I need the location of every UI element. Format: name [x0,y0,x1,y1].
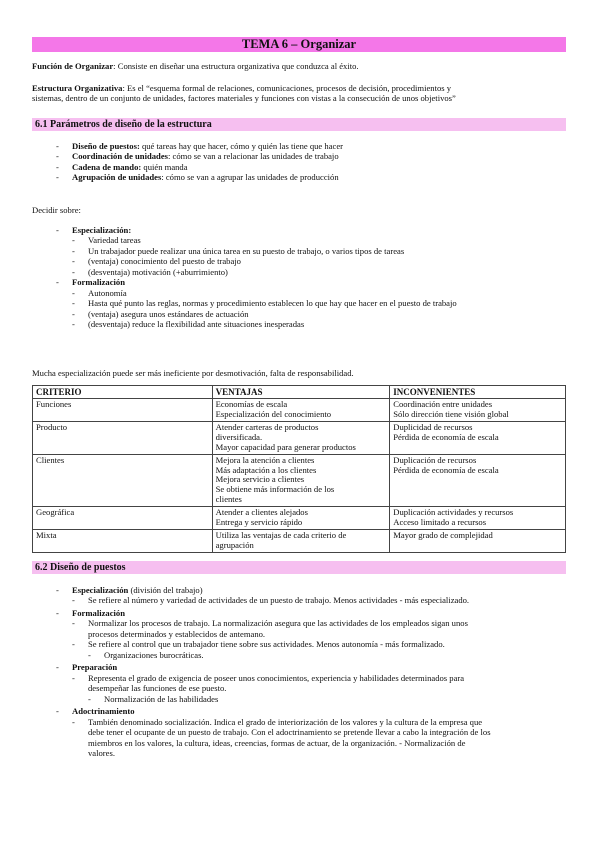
criterio-cell: Funciones [33,399,213,422]
list-item: - Organizaciones burocráticas. [88,650,566,660]
cell-line: Sólo dirección tiene visión global [393,409,509,420]
inconvenientes-cell [390,454,566,506]
formalizacion-label: Formalización [72,607,125,618]
cell-line: Atender a clientes alejados [215,507,308,518]
list-item [56,706,566,716]
table-row [33,454,566,506]
item-label: Diseño de puestos: [72,141,140,151]
item-line: También denominado socialización. Indica el grado de interiorización de los valores y la cultura de la empresa que [88,716,483,727]
cell-line: Se obtiene más información de los [215,484,335,495]
item-line: Representa el grado de exigencia de poseer unos conocimientos, experiencia y habilidades determinados para [88,672,465,683]
item-text: quién manda [141,161,188,172]
funcion-label: Función de Organizar [32,61,114,71]
decidir-list [56,225,566,330]
cell-line: Coordinación entre unidades [393,399,493,410]
list-item [56,662,566,672]
decidir-label: Decidir sobre: [32,205,81,215]
list-item: - Variedad tareas [72,235,566,245]
list-item: - Autonomía [72,288,566,298]
list-item [56,172,566,182]
table-row [33,507,566,530]
especializacion-label: Especialización [72,585,129,595]
diseno-puestos-list [56,585,566,759]
page-title: TEMA 6 – Organizar [32,37,566,52]
funcion-text: : Consiste en diseñar una estructura organizativa que conduzca al éxito. [113,61,359,71]
list-item [72,618,566,639]
inconvenientes-cell [390,399,566,422]
item-label: Coordinación de unidades [72,151,168,162]
cell-line: Pérdida de economía de escala [393,464,499,475]
cell-line: Duplicidad de recursos [393,422,473,433]
item-line: miembros en los valores, la cultura, ideas, creencias, formas de actuar, de la organización. - Normalización de [88,737,466,748]
criterio-table [32,385,566,553]
inconvenientes-cell [390,529,566,552]
table-row [33,529,566,552]
list-item: - (desventaja) reduce la flexibilidad ante situaciones inesperadas [72,319,566,329]
section-6-2-heading: 6.2 Diseño de puestos [32,561,566,574]
item-line: Normalizar los procesos de trabajo. La normalización asegura que las actividades de los empleados sigan unos [88,618,468,629]
cell-line: Economías de escala [215,399,288,410]
section-6-1-heading: 6.1 Parámetros de diseño de la estructura [32,118,566,131]
list-item: - Se refiere al control que un trabajador tiene sobre sus actividades. Menos autonomía - más formalizado. [72,639,566,649]
table-row [33,422,566,455]
ventajas-cell [212,422,390,455]
cell-line: agrupación [215,539,254,550]
item-label: Cadena de mando: [72,161,142,172]
ventajas-cell [212,454,390,506]
cell-line: Mejora servicio a clientes [215,474,305,485]
cell-line: Especialización del conocimiento [215,409,332,420]
estructura-text-2: sistemas, dentro de un conjunto de unidades, factores materiales y funciones con vistas a la consecución de unos objetivos” [32,93,456,104]
item-line: valores. [88,748,115,759]
inconvenientes-cell [390,422,566,455]
list-item [56,151,566,161]
cell-line: Mejora la atención a clientes [215,454,315,465]
list-item: - Un trabajador puede realizar una única tarea en su puesto de trabajo, o varios tipos de tareas [72,246,566,256]
list-item: - Hasta qué punto las reglas, normas y procedimiento establecen lo que hay que hacer en el puesto de trabajo [72,298,566,308]
item-line: desempeñar las funciones de ese puesto. [88,683,227,694]
formalizacion-label: Formalización [72,277,125,288]
cell-line: Mayor capacidad para generar productos [215,441,356,452]
list-item: - (ventaja) asegura unos estándares de actuación [72,309,566,319]
criterio-cell: Producto [33,422,213,455]
cell-line: diversificada. [215,431,263,442]
ventajas-cell [212,507,390,530]
cell-line: clientes [215,494,242,505]
item-text: : cómo se van a relacionar las unidades de trabajo [168,151,339,162]
criterio-cell: Geográfica [33,507,213,530]
estructura-paragraph [32,83,572,104]
ventajas-cell [212,529,390,552]
list-item [72,673,566,694]
adoctrinamiento-label: Adoctrinamiento [72,706,135,717]
cell-line: Duplicación actividades y recursos [393,507,514,518]
list-item [72,717,566,759]
especializacion-suffix: (división del trabajo) [128,585,203,595]
especializacion-label: Especialización: [72,225,132,235]
parametros-list [56,141,566,183]
header-inconvenientes: INCONVENIENTES [390,386,566,399]
estructura-label: Estructura Organizativa [32,83,123,93]
list-item [56,277,566,287]
list-item: - (ventaja) conocimiento del puesto de trabajo [72,256,566,266]
table-header-row [33,386,566,399]
item-line: debe tener el ocupante de un puesto de trabajo. Con el adoctrinamiento se pretende llevar a cabo la integración de los [88,727,491,738]
ventajas-cell [212,399,390,422]
cell-line: Utiliza las ventajas de cada criterio de [215,529,347,540]
header-ventajas: VENTAJAS [212,386,390,399]
list-item [56,162,566,172]
list-item: - Normalización de las habilidades [88,694,566,704]
funcion-paragraph [32,61,572,71]
list-item: - Se refiere al número y variedad de actividades de un puesto de trabajo. Menos actividades - más especializado. [72,595,566,605]
inconvenientes-cell [390,507,566,530]
header-criterio: CRITERIO [33,386,213,399]
estructura-text-1: : Es el “esquema formal de relaciones, comunicaciones, procesos de decisión, procedimientos y [122,83,452,93]
cell-line: Pérdida de economía de escala [393,431,499,442]
list-item [56,225,566,235]
list-item [56,608,566,618]
list-item [56,585,566,595]
item-line: procesos determinados y establecidos de antemano. [88,628,266,639]
list-item [56,141,566,151]
cell-line: Entrega y servicio rápido [215,516,303,527]
criterio-cell: Clientes [33,454,213,506]
cell-line: Más adaptación a los clientes [215,464,317,475]
mucha-paragraph: Mucha especialización puede ser más ineficiente por desmotivación, falta de responsabilidad. [32,368,354,378]
cell-line: Mayor grado de complejidad [393,529,493,540]
cell-line: Duplicación de recursos [393,454,477,465]
table-row [33,399,566,422]
cell-line: Atender carteras de productos [215,422,319,433]
list-item: - (desventaja) motivación (+aburrimiento) [72,267,566,277]
criterio-cell: Mixta [33,529,213,552]
item-text: : cómo se van a agrupar las unidades de producción [161,172,339,183]
cell-line: Acceso limitado a recursos [393,516,487,527]
preparacion-label: Preparación [72,662,118,673]
item-text: qué tareas hay que hacer, cómo y quién las tiene que hacer [139,141,343,151]
item-label: Agrupación de unidades [72,172,162,183]
